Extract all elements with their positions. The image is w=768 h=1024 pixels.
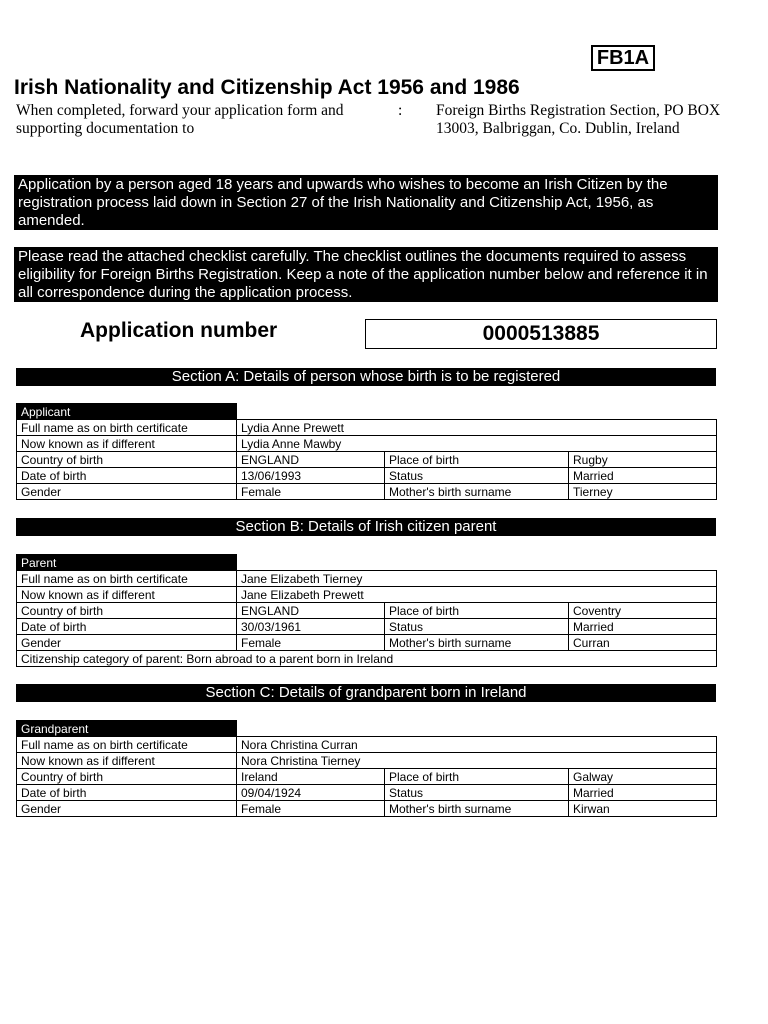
citizenship-category: Citizenship category of parent: Born abroad to a parent born in Ireland [17,651,717,667]
form-code: FB1A [591,45,655,71]
country-label: Country of birth [17,452,237,468]
dob-label: Date of birth [17,785,237,801]
gender-label: Gender [17,801,237,817]
parent-country: ENGLAND [237,603,385,619]
applicant-place: Rugby [569,452,717,468]
grandparent-full-name: Nora Christina Curran [237,737,717,753]
section-a-header: Section A: Details of person whose birth is to be registered [16,368,716,386]
grandparent-tag: Grandparent [17,721,237,737]
gender-label: Gender [17,484,237,500]
full-name-label: Full name as on birth certificate [17,420,237,436]
application-number-field: 0000513885 [365,319,717,349]
known-as-label: Now known as if different [17,753,237,769]
dob-label: Date of birth [17,619,237,635]
country-label: Country of birth [17,769,237,785]
parent-gender: Female [237,635,385,651]
dob-label: Date of birth [17,468,237,484]
page-title: Irish Nationality and Citizenship Act 1956 and 1986 [14,76,520,99]
grandparent-status: Married [569,785,717,801]
applicant-country: ENGLAND [237,452,385,468]
eligibility-notice: Application by a person aged 18 years and upwards who wishes to become an Irish Citizen by the registration process laid down in Section 27 of the Irish Nationality and Citizenship Act, 1956, as amended. [14,175,718,230]
section-c-table [16,720,717,817]
status-label: Status [385,468,569,484]
forward-instruction: When completed, forward your application form and supporting documentation to [16,102,344,137]
applicant-status: Married [569,468,717,484]
gender-label: Gender [17,635,237,651]
mother-surname-label: Mother's birth surname [385,484,569,500]
mother-surname-label: Mother's birth surname [385,635,569,651]
applicant-mother-surname: Tierney [569,484,717,500]
place-label: Place of birth [385,769,569,785]
grandparent-dob: 09/04/1924 [237,785,385,801]
section-a-table [16,403,717,500]
place-label: Place of birth [385,603,569,619]
full-name-label: Full name as on birth certificate [17,571,237,587]
applicant-known-as: Lydia Anne Mawby [237,436,717,452]
applicant-dob: 13/06/1993 [237,468,385,484]
known-as-label: Now known as if different [17,587,237,603]
country-label: Country of birth [17,603,237,619]
parent-known-as: Jane Elizabeth Prewett [237,587,717,603]
applicant-tag: Applicant [17,404,237,420]
known-as-label: Now known as if different [17,436,237,452]
section-b-table [16,554,717,667]
status-label: Status [385,619,569,635]
applicant-gender: Female [237,484,385,500]
mother-surname-label: Mother's birth surname [385,801,569,817]
grandparent-place: Galway [569,769,717,785]
applicant-full-name: Lydia Anne Prewett [237,420,717,436]
section-c-header: Section C: Details of grandparent born in Ireland [16,684,716,702]
section-b-header: Section B: Details of Irish citizen parent [16,518,716,536]
parent-full-name: Jane Elizabeth Tierney [237,571,717,587]
grandparent-mother-surname: Kirwan [569,801,717,817]
parent-dob: 30/03/1961 [237,619,385,635]
application-number-label: Application number [80,319,278,342]
place-label: Place of birth [385,452,569,468]
forward-colon: : [398,102,403,119]
parent-status: Married [569,619,717,635]
parent-mother-surname: Curran [569,635,717,651]
parent-tag: Parent [17,555,237,571]
status-label: Status [385,785,569,801]
checklist-notice: Please read the attached checklist carefully. The checklist outlines the documents required to assess eligibility for Foreign Births Registration. Keep a note of the application number below and reference it in all correspondence during the application process. [14,247,718,302]
forward-address: Foreign Births Registration Section, PO BOX 13003, Balbriggan, Co. Dublin, Ireland [436,102,721,137]
parent-place: Coventry [569,603,717,619]
full-name-label: Full name as on birth certificate [17,737,237,753]
grandparent-gender: Female [237,801,385,817]
grandparent-known-as: Nora Christina Tierney [237,753,717,769]
grandparent-country: Ireland [237,769,385,785]
